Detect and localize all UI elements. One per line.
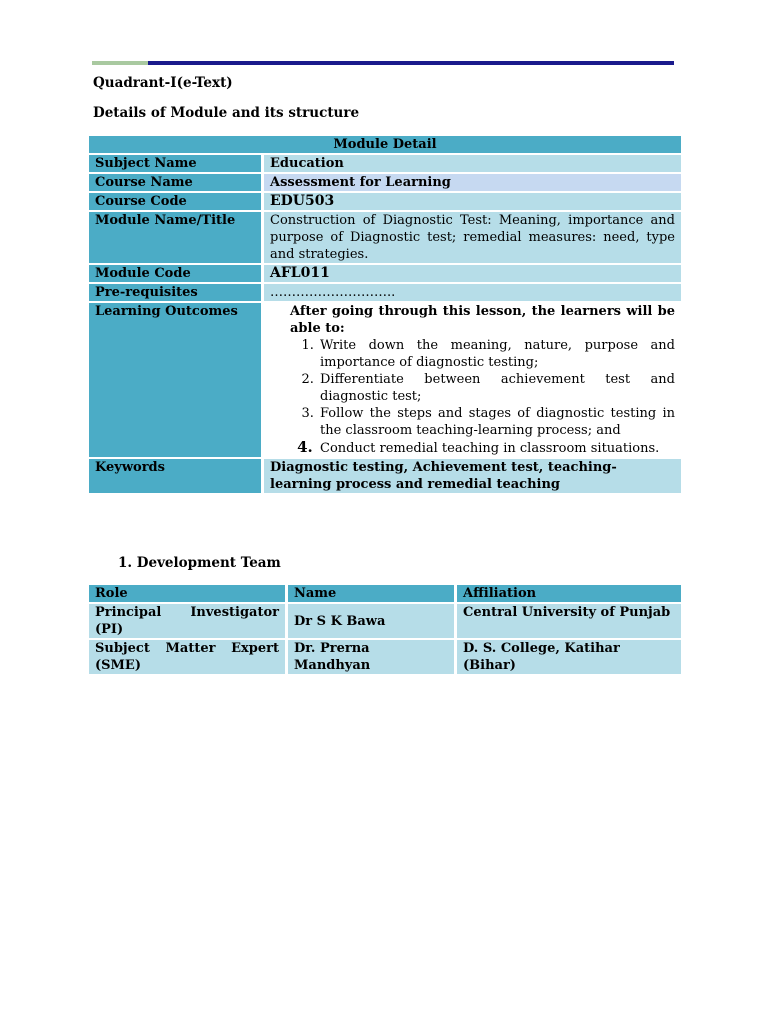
table-row xyxy=(89,174,681,191)
table-row xyxy=(89,303,681,457)
table-row xyxy=(89,212,681,263)
module-detail-header: Module Detail xyxy=(89,136,681,153)
learning-outcomes-intro: After going through this lesson, the learners will be able to: xyxy=(290,304,675,336)
keywords-value: Diagnostic testing, Achievement test, teaching-learning process and remedial teaching xyxy=(264,459,681,493)
list-item: 3. Follow the steps and stages of diagnostic testing in the classroom teaching-learning process; and xyxy=(318,405,675,439)
table-row xyxy=(89,604,681,638)
row-label: Course Name xyxy=(89,174,261,191)
list-item: 1. Write down the meaning, nature, purpose and importance of diagnostic testing; xyxy=(318,337,675,371)
row-label: Module Name/Title xyxy=(89,212,261,263)
development-team-heading: 1. Development Team xyxy=(118,555,281,571)
row-label: Subject Name xyxy=(89,155,261,172)
table-row xyxy=(89,459,681,493)
subject-name-value: Education xyxy=(264,155,681,172)
top-rule-accent xyxy=(92,61,148,65)
row-label: Pre-requisites xyxy=(89,284,261,301)
affiliation-cell: D. S. College, Katihar (Bihar) xyxy=(457,640,681,674)
top-rule xyxy=(92,61,674,65)
table-row xyxy=(89,640,681,674)
table-row xyxy=(89,155,681,172)
quadrant-heading: Quadrant-I(e-Text) xyxy=(93,75,233,91)
module-detail-table xyxy=(86,134,684,495)
name-cell: Dr. Prerna Mandhyan xyxy=(288,640,454,674)
table-row xyxy=(89,136,681,153)
table-row xyxy=(89,284,681,301)
role-cell: Principal Investigator (PI) xyxy=(89,604,285,638)
row-label: Learning Outcomes xyxy=(89,303,261,457)
row-label: Keywords xyxy=(89,459,261,493)
details-heading: Details of Module and its structure xyxy=(93,105,360,121)
affiliation-cell: Central University of Punjab xyxy=(457,604,681,638)
learning-outcomes-list xyxy=(270,337,675,457)
course-name-value: Assessment for Learning xyxy=(264,174,681,191)
list-item: 2. Differentiate between achievement test and diagnostic test; xyxy=(318,371,675,405)
module-title-value: Construction of Diagnostic Test: Meaning, importance and purpose of Diagnostic test; remedial measures: need, type and strategies. xyxy=(264,212,681,263)
column-header: Affiliation xyxy=(457,585,681,602)
prerequisites-value: ……………………….. xyxy=(264,284,681,301)
learning-outcomes-value xyxy=(264,303,681,457)
table-row xyxy=(89,585,681,602)
row-label: Course Code xyxy=(89,193,261,210)
module-code-value: AFL011 xyxy=(264,265,681,282)
name-cell: Dr S K Bawa xyxy=(288,604,454,638)
row-label: Module Code xyxy=(89,265,261,282)
list-item: 4. Conduct remedial teaching in classroom situations. xyxy=(318,439,675,457)
development-team-table xyxy=(86,583,684,676)
table-row xyxy=(89,193,681,210)
table-row xyxy=(89,265,681,282)
column-header: Name xyxy=(288,585,454,602)
course-code-value: EDU503 xyxy=(264,193,681,210)
column-header: Role xyxy=(89,585,285,602)
role-cell: Subject Matter Expert (SME) xyxy=(89,640,285,674)
